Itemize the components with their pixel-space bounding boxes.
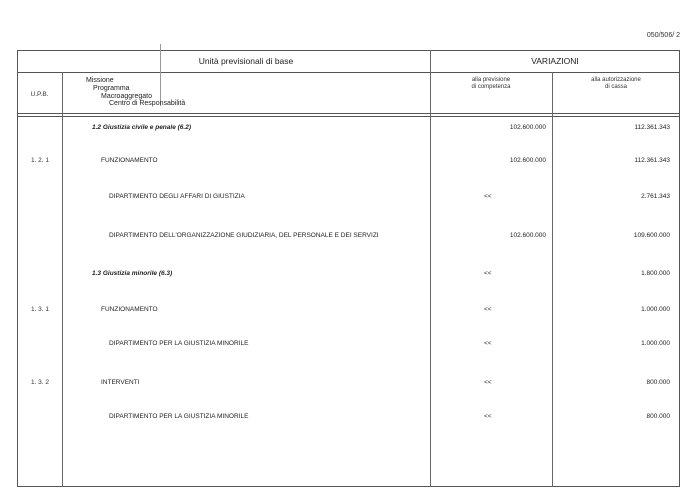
row-competenza: << (484, 340, 492, 347)
row-competenza: << (484, 379, 492, 386)
row-cassa: 2.761.343 (641, 193, 670, 200)
row-upb-code: 1. 3. 1 (30, 306, 50, 313)
row-cassa: 1.800.000 (641, 270, 670, 277)
header-competenza (430, 77, 552, 91)
header-variazioni: VARIAZIONI (531, 56, 579, 66)
row-desc: 1.2 Giustizia civile e penale (6.2) (92, 124, 191, 131)
row-cassa: 112.361.343 (634, 124, 670, 131)
row-cassa: 1.000.000 (641, 306, 670, 313)
header-macroaggregato: Macroaggregato (101, 93, 152, 100)
header-cassa (552, 77, 680, 91)
header-missione: Missione (86, 77, 114, 84)
scan-mark-line (160, 44, 161, 106)
header-divider (17, 72, 680, 73)
row-desc: FUNZIONAMENTO (101, 157, 158, 164)
row-competenza: << (484, 193, 492, 200)
row-competenza: 102.600.000 (509, 232, 546, 239)
cassa-column-divider (552, 72, 553, 487)
row-desc: 1.3 Giustizia minorile (6.3) (92, 270, 173, 277)
row-desc: DIPARTIMENTO DEGLI AFFARI DI GIUSTIZIA (109, 193, 245, 200)
header-competenza-line1: alla previsione (471, 77, 511, 83)
row-cassa: 800.000 (646, 413, 670, 420)
variazioni-column-divider (430, 50, 431, 487)
header-centro-responsabilita: Centro di Responsabilità (109, 100, 186, 107)
row-competenza: << (484, 270, 492, 277)
row-upb-code: 1. 3. 2 (30, 379, 50, 386)
header-upb: U.P.B. (30, 91, 49, 98)
header-unita-previsionali: Unità previsionali di base (198, 56, 294, 66)
row-cassa: 112.361.343 (634, 157, 670, 164)
row-desc: DIPARTIMENTO PER LA GIUSTIZIA MINORILE (109, 340, 249, 347)
row-desc: DIPARTIMENTO DELL'ORGANIZZAZIONE GIUDIZIARIA, DEL PERSONALE E DEI SERVIZI (109, 232, 379, 239)
row-upb-code: 1. 2. 1 (30, 157, 50, 164)
row-competenza: 102.600.000 (509, 124, 546, 131)
page-reference: 050/506/ 2 (646, 32, 680, 39)
row-desc: FUNZIONAMENTO (101, 306, 158, 313)
row-cassa: 1.000.000 (641, 340, 670, 347)
row-competenza: 102.600.000 (509, 157, 546, 164)
header-bottom-rule-double (17, 116, 680, 117)
upb-column-divider (62, 72, 63, 487)
header-cassa-line2: di cassa (604, 84, 627, 90)
header-bottom-rule (17, 113, 680, 114)
header-competenza-line2: di competenza (471, 84, 511, 90)
row-cassa: 109.600.000 (633, 232, 670, 239)
row-competenza: << (484, 306, 492, 313)
header-cassa-line1: alla autorizzazione (591, 77, 641, 83)
row-cassa: 800.000 (646, 379, 670, 386)
row-desc: INTERVENTI (101, 379, 140, 386)
header-programma: Programma (93, 85, 130, 92)
row-competenza: << (484, 413, 492, 420)
row-desc: DIPARTIMENTO PER LA GIUSTIZIA MINORILE (109, 413, 249, 420)
